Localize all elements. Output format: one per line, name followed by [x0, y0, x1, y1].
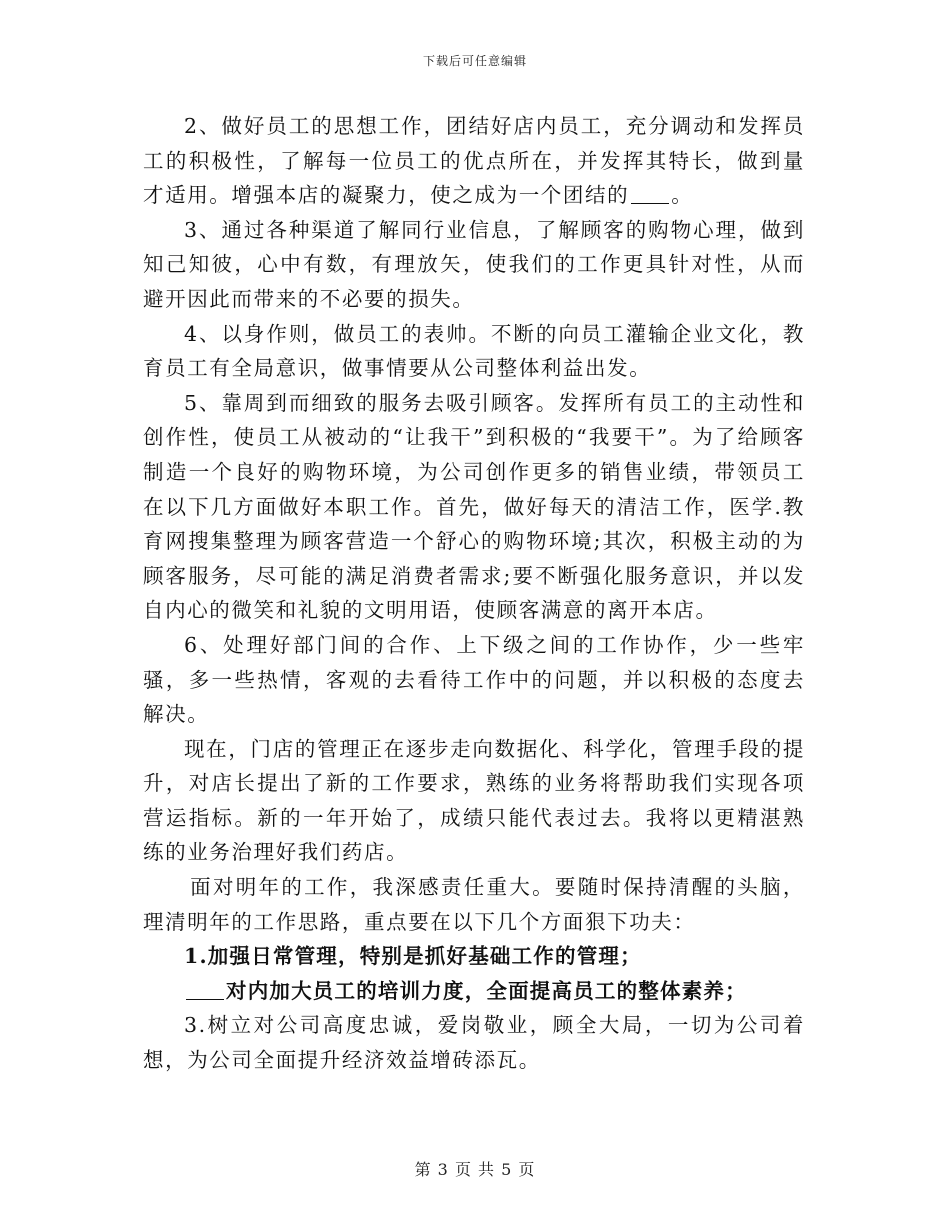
paragraph-item-3: 3、通过各种渠道了解同行业信息，了解顾客的购物心理，做到知己知彼，心中有数，有理放矢，使我们的工作更具针对性，从而避开因此而带来的不必要的损失。	[143, 217, 805, 311]
paragraph-next-year: 面对明年的工作，我深感责任重大。要随时保持清醒的头脑，理清明年的工作思路，重点要在以下几个方面狠下功夫：	[143, 875, 805, 934]
paragraph-item-2	[143, 109, 805, 213]
priority-item-1: 1.加强日常管理，特别是抓好基础工作的管理；	[184, 944, 642, 969]
fill-blank	[631, 185, 669, 204]
paragraph-item-2-text: 2、做好员工的思想工作，团结好店内员工，充分调动和发挥员工的积极性，了解每一位员工的优点所在，并发挥其特长，做到量才适用。增强本店的凝聚力，使之成为一个团结的	[143, 114, 805, 208]
paragraph-item-4: 4、以身作则，做员工的表帅。不断的向员工灌输企业文化，教育员工有全局意识，做事情要从公司整体利益出发。	[143, 321, 805, 381]
page-header: 下载后可任意编辑	[422, 54, 527, 68]
priority-item-2	[143, 974, 805, 1009]
page-footer: 第 3 页 共 5 页	[414, 1160, 536, 1179]
paragraph-current-status: 现在，门店的管理正在逐步走向数据化、科学化，管理手段的提升，对店长提出了新的工作要求，熟练的业务将帮助我们实现各项营运指标。新的一年开始了，成绩只能代表过去。我将以更精湛熟练的业务治理好我们药店。	[143, 736, 805, 865]
paragraph-item-5: 5、靠周到而细致的服务去吸引顾客。发挥所有员工的主动性和创作性，使员工从被动的“让我干”到积极的“我要干”。为了给顾客制造一个良好的购物环境，为公司创作更多的销售业绩，带领员工在以下几方面做好本职工作。首先，做好每天的清洁工作，医学.教育网搜集整理为顾客营造一个舒心的购物环境;其次，积极主动的为顾客服务，尽可能的满足消费者需求;要不断强化服务意识，并以发自内心的微笑和礼貌的文明用语，使顾客满意的离开本店。	[143, 390, 805, 623]
paragraph-item-2-end: 。	[671, 183, 694, 208]
document-body	[143, 109, 805, 1078]
priority-item-3: 3.树立对公司高度忠诚，爱岗敬业，顾全大局，一切为公司着想，为公司全面提升经济效益增砖添瓦。	[143, 1013, 805, 1073]
fill-blank	[186, 981, 224, 1000]
priority-item-2-text: 对内加大员工的培训力度，全面提高员工的整体素养；	[226, 978, 747, 1003]
paragraph-item-6: 6、处理好部门间的合作、上下级之间的工作协作，少一些牢骚，多一些热情，客观的去看待工作中的问题，并以积极的态度去解决。	[143, 632, 805, 727]
